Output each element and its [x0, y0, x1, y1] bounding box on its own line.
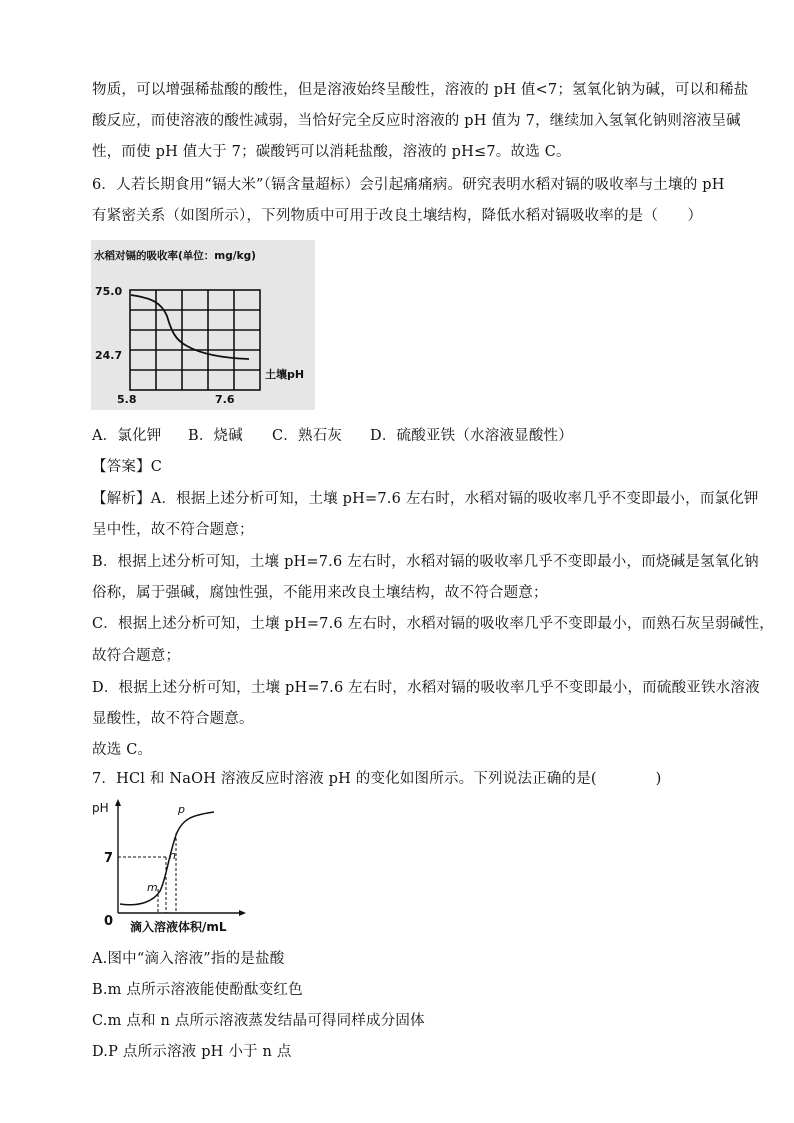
explanation-line: 俗称，属于强碱，腐蚀性强，不能用来改良土壤结构，故不符合题意；: [92, 585, 548, 601]
x-axis-arrow: [239, 910, 246, 916]
titration-chart: [92, 797, 282, 937]
option-d: D．硫酸亚铁（水溶液显酸性）: [370, 428, 573, 444]
question-7-stem: 7．HCl 和 NaOH 溶液反应时溶液 pH 的变化如图所示。下列说法正确的是( ): [92, 771, 662, 787]
explanation-line: 故符合题意；: [92, 648, 181, 664]
x-tick-right: 7.6: [215, 393, 235, 406]
y-axis-arrow: [115, 799, 121, 806]
explanation-line: 显酸性，故不符合题意。: [92, 711, 254, 727]
question-7-option-a: A.图中“滴入溶液”指的是盐酸: [92, 951, 285, 967]
paragraph-line: 物质，可以增强稀盐酸的酸性，但是溶液始终呈酸性，溶液的 pH 值<7；氢氧化钠为碱，可以和稀盐: [92, 82, 749, 98]
ph-curve: [120, 812, 214, 905]
question-7-option-c: C.m 点和 n 点所示溶液蒸发结晶可得同样成分固体: [92, 1013, 425, 1029]
explanation-line: 【解析】A．根据上述分析可知，土壤 pH=7.6 左右时，水稻对镉的吸收率几乎不变即最小，而氯化钾: [92, 491, 759, 507]
question-6-options: [92, 426, 732, 446]
x-tick-left: 5.8: [117, 393, 137, 406]
question-7-option-d: D.P 点所示溶液 pH 小于 n 点: [92, 1044, 292, 1060]
paragraph-line: 酸反应，而使溶液的酸性减弱，当恰好完全反应时溶液的 pH 值为 7，继续加入氢氧化钠则溶液呈碱: [92, 113, 741, 129]
explanation-line: 呈中性，故不符合题意；: [92, 522, 254, 538]
option-a: A．氯化钾: [92, 428, 162, 444]
y-tick-7: 7: [104, 851, 114, 866]
question-6-stem: 6．人若长期食用“镉大米”（镉含量超标）会引起痛痛病。研究表明水稻对镉的吸收率与土壤的 pH: [92, 177, 725, 193]
answer-line: 【答案】C: [92, 459, 163, 475]
paragraph-line: 性，而使 pH 值大于 7；碳酸钙可以消耗盐酸，溶液的 pH≤7。故选 C。: [92, 144, 571, 160]
question-7-option-b: B.m 点所示溶液能使酚酞变红色: [92, 982, 303, 998]
question-6-stem-cont: 有紧密关系（如图所示），下列物质中可用于改良土壤结构，降低水稻对镉吸收率的是（ ）: [92, 208, 703, 224]
grid-frame: [130, 290, 260, 390]
y-tick-top: 75.0: [95, 285, 123, 298]
explanation-line: D．根据上述分析可知，土壤 pH=7.6 左右时，水稻对镉的吸收率几乎不变即最小，而硫酸亚铁水溶液: [92, 680, 760, 696]
point-p-label: p: [178, 803, 185, 816]
explanation-line: B．根据上述分析可知，土壤 pH=7.6 左右时，水稻对镉的吸收率几乎不变即最小，而烧碱是氢氧化钠: [92, 554, 759, 570]
point-m-label: m: [147, 881, 158, 894]
explanation-line: C．根据上述分析可知，土壤 pH=7.6 左右时，水稻对镉的吸收率几乎不变即最小，而熟石灰呈弱碱性，: [92, 616, 774, 632]
figure-title: 水稻对镉的吸收率(单位：mg/kg): [94, 250, 256, 262]
explanation-line: 故选 C。: [92, 742, 153, 758]
cadmium-absorption-figure: [91, 240, 315, 410]
x-axis-label: 土壤pH: [265, 368, 305, 381]
x-axis-label: 滴入溶液体积/mL: [130, 920, 227, 934]
option-b: B．烧碱: [188, 428, 243, 444]
titration-figure: [92, 797, 282, 937]
origin-label: 0: [104, 914, 114, 929]
y-tick-bottom: 24.7: [95, 349, 123, 362]
chart-grid: [130, 290, 260, 390]
option-c: C．熟石灰: [272, 428, 343, 444]
point-n-label: n: [169, 849, 176, 862]
y-axis-label: pH: [92, 801, 109, 815]
cadmium-chart: [91, 240, 315, 410]
